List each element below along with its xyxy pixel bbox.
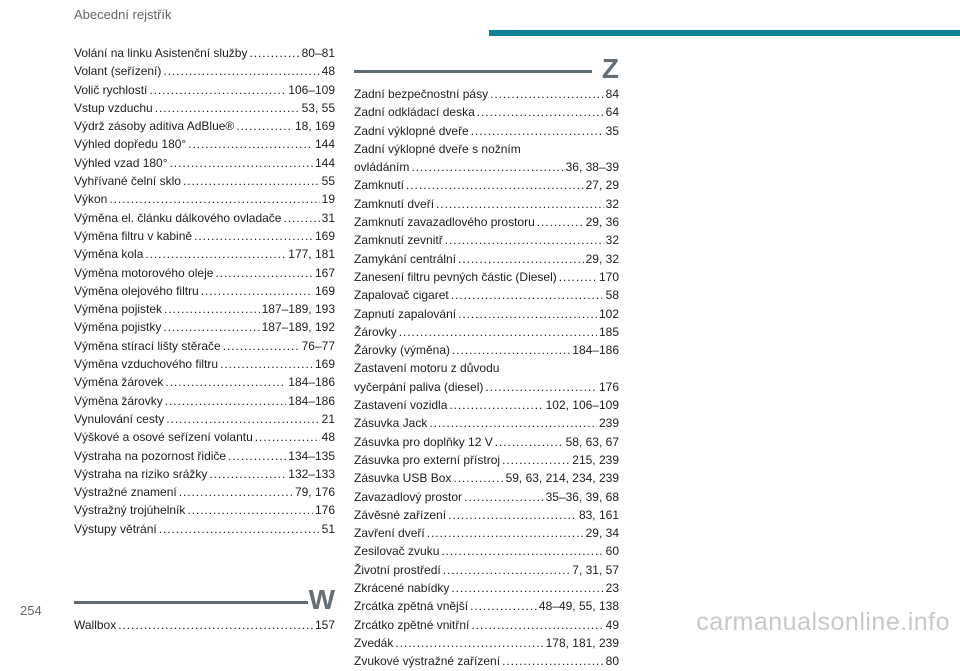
index-entry <box>354 122 619 140</box>
dot-leader <box>477 103 604 121</box>
dot-leader <box>537 213 584 231</box>
index-entry <box>74 264 335 282</box>
index-list-w <box>74 616 335 634</box>
index-term: vyčerpání paliva (diesel) <box>354 379 484 394</box>
index-entry <box>354 396 619 414</box>
index-pages: 185 <box>598 324 619 339</box>
index-pages: 184–186 <box>288 375 335 390</box>
index-entry <box>354 268 619 286</box>
index-pages: 35–36, 39, 68 <box>545 489 619 504</box>
index-pages: 83, 161 <box>578 507 619 522</box>
index-pages: 27, 29 <box>585 178 619 193</box>
index-term: Výměna žárovky <box>74 393 163 408</box>
dot-leader <box>485 378 597 396</box>
index-pages: 167 <box>314 265 335 280</box>
dot-leader <box>209 465 286 483</box>
index-entry <box>74 428 335 446</box>
index-list-z <box>354 85 619 671</box>
index-entry-continuation: Zastavení motoru z důvodu <box>354 361 500 376</box>
index-pages: 7, 31, 57 <box>572 562 619 577</box>
index-entry <box>74 190 335 208</box>
index-entry <box>354 433 619 451</box>
index-pages: 80–81 <box>301 46 335 60</box>
index-pages: 29, 34 <box>585 526 619 541</box>
dot-leader <box>464 488 544 506</box>
index-entry <box>354 451 619 469</box>
index-entry <box>74 282 335 300</box>
index-entry <box>354 597 619 615</box>
dot-leader <box>453 469 503 487</box>
index-entry <box>74 520 335 538</box>
index-pages: 169 <box>314 228 335 243</box>
index-entry <box>354 652 619 670</box>
index-entry <box>74 616 335 634</box>
section-rule <box>354 70 592 73</box>
dot-leader <box>215 264 313 282</box>
dot-leader <box>201 282 313 300</box>
index-term: Wallbox <box>74 618 117 633</box>
index-term: Zrcátko zpětné vnitřní <box>354 617 470 632</box>
index-entry <box>74 62 335 80</box>
index-pages: 53, 55 <box>301 100 335 115</box>
dot-leader <box>448 506 577 524</box>
dot-leader <box>399 323 597 341</box>
index-pages: 102 <box>598 306 619 321</box>
index-term: Výstražný trojúhelník <box>74 503 186 518</box>
dot-leader <box>109 190 319 208</box>
index-term: Zadní odkládací deska <box>354 105 475 120</box>
dot-leader <box>452 341 570 359</box>
dot-leader <box>411 158 563 176</box>
index-entry <box>354 231 619 249</box>
index-entry <box>354 85 619 103</box>
index-entry <box>354 488 619 506</box>
index-term: Výškové a osové seřízení volantu <box>74 430 253 445</box>
index-term: Výstraha na pozornost řidiče <box>74 448 227 463</box>
index-term: Zastavení vozidla <box>354 398 448 413</box>
index-pages: 48 <box>321 430 335 445</box>
index-entry <box>74 117 335 135</box>
index-term: Výměna filtru v kabině <box>74 228 193 243</box>
index-pages: 58 <box>605 288 619 303</box>
index-entry <box>354 616 619 634</box>
index-pages: 157 <box>314 618 335 633</box>
index-pages: 215, 239 <box>572 452 619 467</box>
index-entry <box>354 103 619 121</box>
index-term: Zrcátka zpětná vnější <box>354 599 469 614</box>
index-term: Výstupy větrání <box>74 521 157 536</box>
index-pages: 32 <box>605 233 619 248</box>
dot-leader <box>118 616 313 634</box>
index-term: Zásuvka Jack <box>354 416 428 431</box>
index-pages: 170 <box>598 269 619 284</box>
index-pages: 55 <box>321 174 335 189</box>
index-pages: 59, 63, 214, 234, 239 <box>505 471 619 486</box>
index-list-v <box>74 44 335 538</box>
dot-leader <box>429 414 597 432</box>
index-pages: 102, 106–109 <box>545 398 619 413</box>
index-pages: 177, 181 <box>288 247 335 262</box>
index-term: ovládáním <box>354 160 410 175</box>
index-pages: 80 <box>605 654 619 669</box>
dot-leader <box>406 176 584 194</box>
index-entry <box>74 300 335 318</box>
index-entry <box>354 250 619 268</box>
page-number: 254 <box>20 603 42 618</box>
index-entry <box>354 506 619 524</box>
index-term: Zavření dveří <box>354 526 425 541</box>
index-term: Výměna kola <box>74 247 144 262</box>
index-term: Zásuvka USB Box <box>354 471 452 486</box>
index-entry <box>74 355 335 373</box>
dot-leader <box>165 373 286 391</box>
index-entry <box>354 176 619 194</box>
index-right-column <box>354 47 619 671</box>
index-term: Zvukové výstražné zařízení <box>354 654 501 669</box>
dot-leader <box>451 579 603 597</box>
index-term: Volání na linku Asistenční služby <box>74 46 248 60</box>
index-entry <box>354 286 619 304</box>
index-term: Žárovky <box>354 324 397 339</box>
dot-leader <box>149 81 286 99</box>
index-pages: 132–133 <box>288 466 335 481</box>
index-pages: 58, 63, 67 <box>565 434 619 449</box>
index-pages: 36, 38–39 <box>565 160 619 175</box>
index-term: Zásuvka pro externí přístroj <box>354 452 501 467</box>
index-entry <box>74 227 335 245</box>
index-entry <box>74 172 335 190</box>
index-term: Výměna pojistek <box>74 302 163 317</box>
index-entry <box>354 579 619 597</box>
index-term: Životní prostředí <box>354 562 441 577</box>
index-pages: 134–135 <box>288 448 335 463</box>
index-term: Zesilovač zvuku <box>354 544 440 559</box>
dot-leader <box>249 44 299 62</box>
dot-leader <box>220 355 313 373</box>
header-accent-bar <box>489 30 960 36</box>
index-term: Zamykání centrální <box>354 251 457 266</box>
index-entry <box>74 44 335 62</box>
dot-leader <box>163 318 259 336</box>
index-entry <box>354 414 619 432</box>
dot-leader <box>449 396 543 414</box>
index-pages: 106–109 <box>288 82 335 97</box>
section-letter: W <box>308 584 335 616</box>
dot-leader <box>166 410 319 428</box>
dot-leader <box>223 337 300 355</box>
index-term: Zamknutí dveří <box>354 196 435 211</box>
dot-leader <box>471 122 604 140</box>
dot-leader <box>445 231 604 249</box>
index-pages: 184–186 <box>572 343 619 358</box>
index-pages: 84 <box>605 87 619 101</box>
index-entry <box>74 135 335 153</box>
index-pages: 176 <box>314 503 335 518</box>
index-pages: 29, 32 <box>585 251 619 266</box>
index-pages: 29, 36 <box>585 215 619 230</box>
index-term: Výměna olejového filtru <box>74 283 199 298</box>
index-term: Žárovky (výměna) <box>354 343 451 358</box>
dot-leader <box>155 99 300 117</box>
index-term: Zamknutí <box>354 178 405 193</box>
index-entry <box>74 318 335 336</box>
index-term: Výkon <box>74 192 108 207</box>
index-term: Závěsné zařízení <box>354 507 447 522</box>
dot-leader <box>458 250 584 268</box>
dot-leader <box>458 305 597 323</box>
index-entry <box>354 341 619 359</box>
index-term: Volant (seřízení) <box>74 64 162 79</box>
index-entry <box>74 373 335 391</box>
index-term: Zapnutí zapalování <box>354 306 457 321</box>
index-term: Výstražné znamení <box>74 485 177 500</box>
dot-leader <box>255 428 320 446</box>
section-heading-w <box>74 578 335 616</box>
index-term: Zkrácené nabídky <box>354 581 450 596</box>
index-entry <box>74 209 335 227</box>
index-entry <box>74 99 335 117</box>
dot-leader <box>228 447 286 465</box>
dot-leader <box>502 451 570 469</box>
dot-leader <box>436 195 604 213</box>
dot-leader <box>159 520 320 538</box>
index-entry <box>74 245 335 263</box>
index-pages: 51 <box>321 521 335 536</box>
index-pages: 48–49, 55, 138 <box>538 599 619 614</box>
dot-leader <box>179 483 293 501</box>
index-entry <box>74 447 335 465</box>
dot-leader <box>559 268 597 286</box>
index-entry <box>354 469 619 487</box>
index-term: Výhled dopředu 180° <box>74 137 187 152</box>
dot-leader <box>495 433 564 451</box>
index-pages: 169 <box>314 283 335 298</box>
index-pages: 169 <box>314 357 335 372</box>
index-pages: 48 <box>321 64 335 79</box>
index-pages: 60 <box>605 544 619 559</box>
index-pages: 64 <box>605 105 619 120</box>
index-term: Zásuvka pro doplňky 12 V <box>354 434 493 449</box>
dot-leader <box>451 286 604 304</box>
dot-leader <box>490 85 604 103</box>
dot-leader <box>165 392 287 410</box>
index-entry <box>74 337 335 355</box>
dot-leader <box>236 117 293 135</box>
index-entry <box>74 465 335 483</box>
index-entry <box>74 392 335 410</box>
index-term: Výměna vzduchového filtru <box>74 357 219 372</box>
index-entry <box>354 634 619 652</box>
section-rule <box>74 601 308 604</box>
index-entry <box>74 483 335 501</box>
dot-leader <box>283 209 319 227</box>
index-entry <box>354 305 619 323</box>
index-entry <box>74 410 335 428</box>
index-pages: 32 <box>605 196 619 211</box>
dot-leader <box>441 542 603 560</box>
index-term: Výstraha na riziko srážky <box>74 466 208 481</box>
dot-leader <box>183 172 320 190</box>
index-pages: 184–186 <box>288 393 335 408</box>
index-term: Zapalovač cigaret <box>354 288 449 303</box>
index-term: Zvedák <box>354 635 394 650</box>
dot-leader <box>427 524 584 542</box>
index-pages: 23 <box>605 581 619 596</box>
index-pages: 76–77 <box>301 338 335 353</box>
index-term: Zadní bezpečnostní pásy <box>354 87 489 101</box>
section-letter: Z <box>601 53 619 84</box>
index-pages: 144 <box>314 137 335 152</box>
dot-leader <box>170 154 313 172</box>
index-pages: 35 <box>605 123 619 138</box>
section-heading-z <box>354 47 619 85</box>
index-entry <box>354 158 619 176</box>
index-entry <box>354 213 619 231</box>
dot-leader <box>163 62 319 80</box>
index-term: Výměna žárovek <box>74 375 164 390</box>
dot-leader <box>164 300 260 318</box>
index-term: Volič rychlostí <box>74 82 148 97</box>
index-pages: 187–189, 193 <box>261 302 335 317</box>
index-term: Zamknutí zevnitř <box>354 233 443 248</box>
index-entry <box>354 323 619 341</box>
dot-leader <box>194 227 313 245</box>
index-term: Zanesení filtru pevných částic (Diesel) <box>354 269 557 284</box>
index-entry <box>354 561 619 579</box>
index-term: Vstup vzduchu <box>74 100 153 115</box>
dot-leader <box>145 245 286 263</box>
dot-leader <box>502 652 604 670</box>
dot-leader <box>188 135 313 153</box>
index-term: Výdrž zásoby aditiva AdBlue® <box>74 119 235 134</box>
index-entry <box>354 378 619 396</box>
index-entry <box>74 501 335 519</box>
index-pages: 49 <box>605 617 619 632</box>
index-term: Vyhřívané čelní sklo <box>74 174 181 189</box>
watermark: carmanualsonline.info <box>696 608 950 636</box>
index-left-column <box>74 44 335 634</box>
header-title: Abecední rejstřík <box>74 7 172 22</box>
index-term: Zavazadlový prostor <box>354 489 463 504</box>
index-entry-continuation: Zadní výklopné dveře s nožním <box>354 141 521 156</box>
dot-leader <box>471 616 603 634</box>
index-entry <box>74 154 335 172</box>
index-term: Výměna motorového oleje <box>74 265 214 280</box>
index-pages: 239 <box>598 416 619 431</box>
index-term: Vynulování cesty <box>74 411 165 426</box>
index-entry <box>354 524 619 542</box>
index-pages: 187–189, 192 <box>261 320 335 335</box>
index-term: Výměna stírací lišty stěrače <box>74 338 221 353</box>
dot-leader <box>187 501 313 519</box>
index-term: Zadní výklopné dveře <box>354 123 469 138</box>
section-spacer <box>74 538 335 578</box>
index-entry <box>354 195 619 213</box>
index-pages: 19 <box>321 192 335 207</box>
index-term: Výhled vzad 180° <box>74 155 168 170</box>
index-term: Zamknutí zavazadlového prostoru <box>354 215 535 230</box>
index-pages: 178, 181, 239 <box>545 635 619 650</box>
index-pages: 21 <box>321 411 335 426</box>
index-term: Výměna pojistky <box>74 320 162 335</box>
dot-leader <box>443 561 571 579</box>
index-pages: 18, 169 <box>294 119 335 134</box>
index-pages: 79, 176 <box>294 485 335 500</box>
index-term: Výměna el. článku dálkového ovladače <box>74 210 282 225</box>
index-pages: 144 <box>314 155 335 170</box>
dot-leader <box>395 634 543 652</box>
index-entry <box>74 81 335 99</box>
index-entry <box>354 542 619 560</box>
index-pages: 31 <box>321 210 335 225</box>
dot-leader <box>470 597 537 615</box>
index-pages: 176 <box>598 379 619 394</box>
